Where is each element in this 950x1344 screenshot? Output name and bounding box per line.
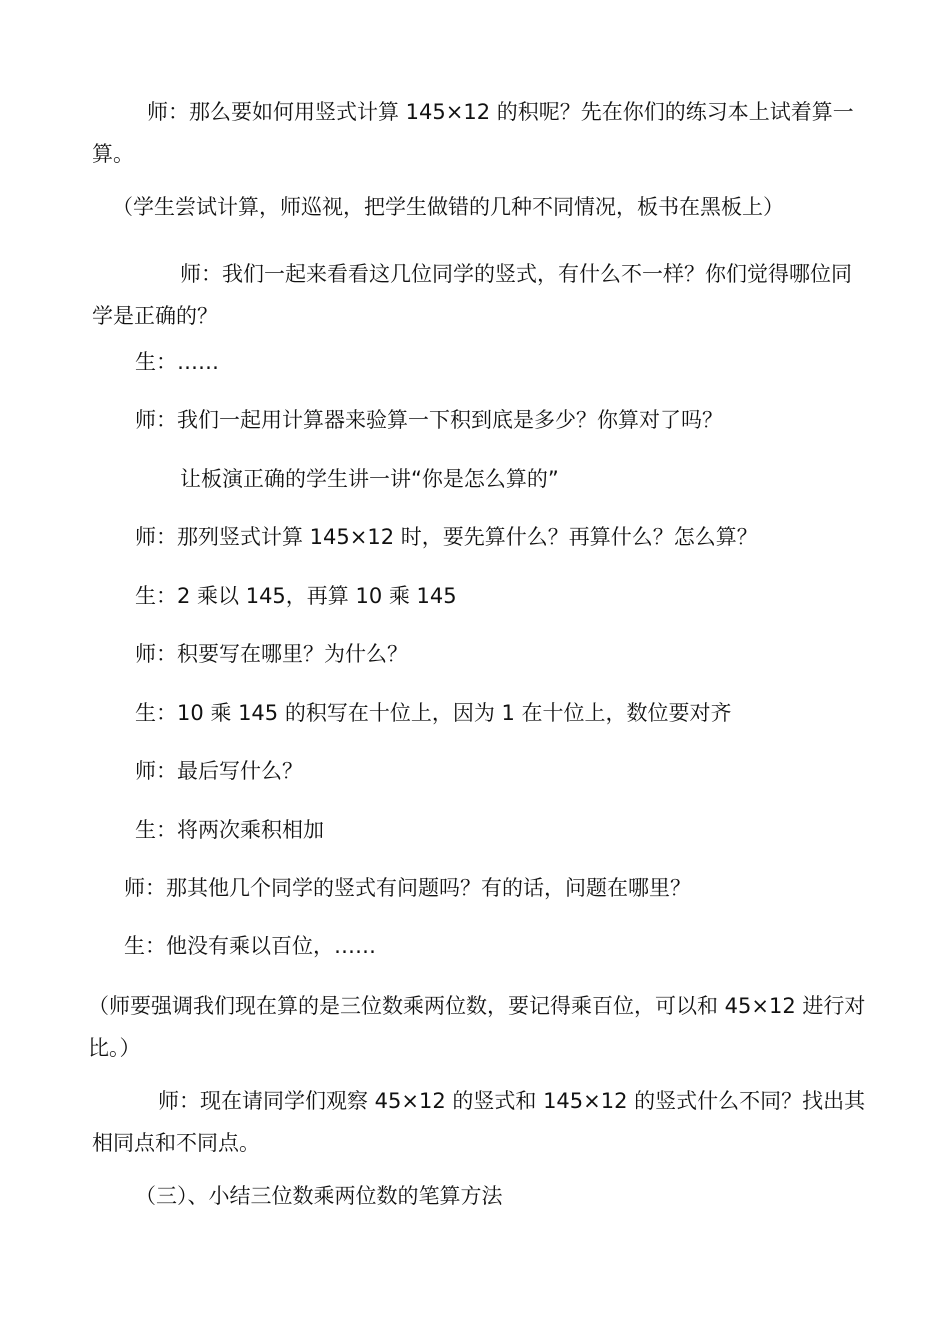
student-answer-paragraph: 生：…… xyxy=(135,350,219,374)
teacher-question-paragraph: 师：那其他几个同学的竖式有问题吗？有的话，问题在哪里？ xyxy=(124,876,691,900)
teacher-question-paragraph: 师：我们一起用计算器来验算一下积到底是多少？你算对了吗？ xyxy=(135,408,723,432)
student-answer-paragraph: 生：将两次乘积相加 xyxy=(135,818,324,842)
section-heading: （三）、小结三位数乘两位数的笔算方法 xyxy=(135,1184,503,1208)
teacher-question-paragraph: 师：积要写在哪里？为什么？ xyxy=(135,642,408,666)
teacher-question-paragraph: 师：现在请同学们观察 45×12 的竖式和 145×12 的竖式什么不同？找出其相同点和不同点。 xyxy=(92,1089,866,1155)
teacher-question-paragraph: 师：那列竖式计算 145×12 时，要先算什么？再算什么？怎么算？ xyxy=(135,525,758,549)
student-answer-paragraph: 生：他没有乘以百位，…… xyxy=(124,934,376,958)
teacher-question-paragraph: 师：那么要如何用竖式计算 145×12 的积呢？先在你们的练习本上试着算一算。 xyxy=(92,100,854,166)
teacher-question-paragraph: 师：最后写什么？ xyxy=(135,759,303,783)
instruction-paragraph: 让板演正确的学生讲一讲“你是怎么算的” xyxy=(180,467,559,491)
student-answer-paragraph: 生：2 乘以 145，再算 10 乘 145 xyxy=(135,584,457,608)
classroom-note-paragraph: （师要强调我们现在算的是三位数乘两位数，要记得乘百位，可以和 45×12 进行对比。） xyxy=(88,994,866,1060)
student-answer-paragraph: 生：10 乘 145 的积写在十位上，因为 1 在十位上，数位要对齐 xyxy=(135,701,732,725)
teacher-question-paragraph: 师：我们一起来看看这几位同学的竖式，有什么不一样？你们觉得哪位同学是正确的？ xyxy=(92,262,852,328)
classroom-note-paragraph: （学生尝试计算，师巡视，把学生做错的几种不同情况，板书在黑板上） xyxy=(112,195,784,219)
